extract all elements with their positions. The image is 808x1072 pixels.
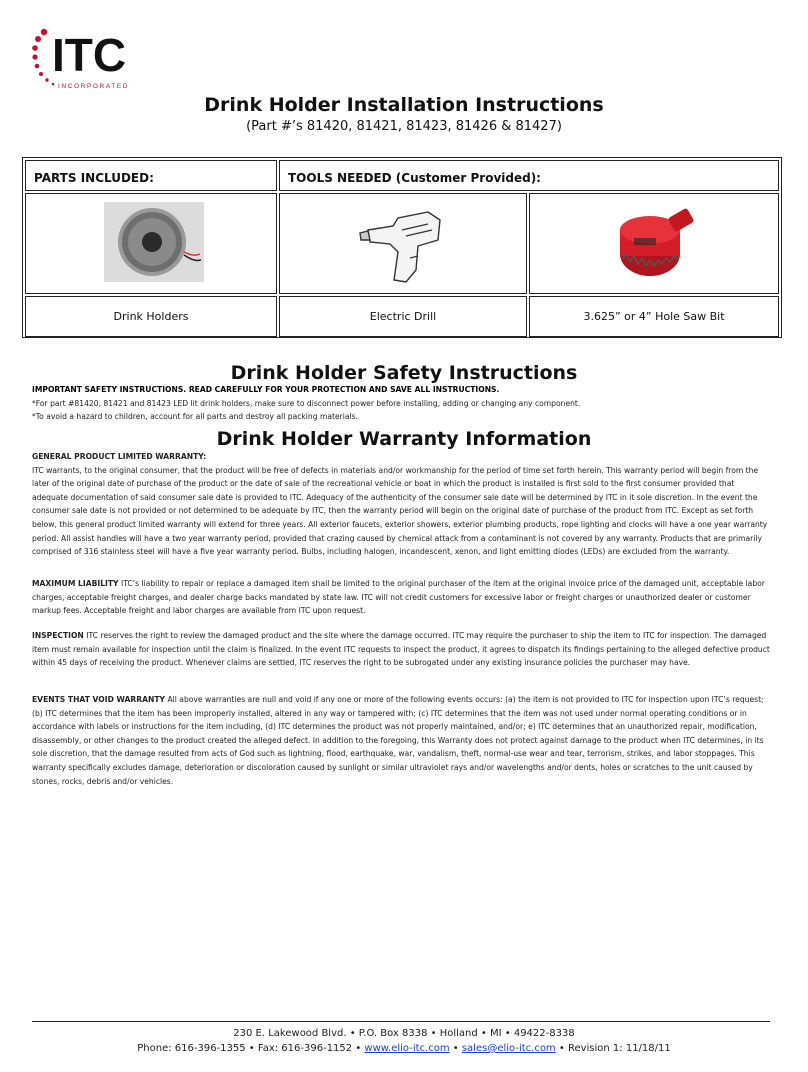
safety-line-2: *To avoid a hazard to children, account for all parts and destroy all packing materials. [32, 412, 359, 422]
safety-line-1: *For part #81420, 81421 and 81423 LED lit drink holders, make sure to disconnect power before installing, adding or changing any component. [32, 398, 581, 408]
max-liability-heading: MAXIMUM LIABILITY [32, 579, 119, 588]
itc-logo [30, 24, 140, 96]
void-warranty [32, 693, 772, 788]
parts-tools-table [22, 157, 782, 338]
max-liability-text: ITC’s liability to repair or replace a damaged item shall be limited to the original purchaser of the item at the original invoice price of the damaged unit, acceptable labor charges, acceptable freight charges, and dealer charge backs mandated by state law. ITC will not credit customers for excessive labor or freight charges or unauthorized dealer or customer markup fees. Acceptable freight and labor charges are available from ITC upon request. [32, 579, 765, 616]
void-warranty-heading: EVENTS THAT VOID WARRANTY [32, 695, 166, 704]
electric-drill-drawing [358, 200, 448, 288]
inspection-text: ITC reserves the right to review the damaged product and the site where the damage occurred. ITC may require the purchaser to ship the item to ITC for inspection. The damaged item must remain available for inspection until the claim is finalized. In the event ITC requests to inspect the product, it agrees to dispatch its findings pertaining to the alleged defective product within 45 days of receiving the product. Whenever claims are settled, ITC reserves the right to be subrogated under any existing insurance policies the purchaser may have. [32, 631, 770, 668]
email-link[interactable]: sales@elio-itc.com [461, 1043, 556, 1054]
part-numbers: (Part #’s 81420, 81421, 81423, 81426 & 81427) [246, 119, 562, 134]
logo-wordmark: ITC [52, 29, 127, 81]
website-link[interactable]: www.elio-itc.com [364, 1043, 450, 1054]
general-warranty [32, 450, 772, 559]
footer-revision: • Revision 1: 11/18/11 [558, 1043, 671, 1054]
safety-important: IMPORTANT SAFETY INSTRUCTIONS. READ CAREFULLY FOR YOUR PROTECTION AND SAVE ALL INSTRUCTIONS. [32, 385, 500, 394]
general-warranty-heading: GENERAL PRODUCT LIMITED WARRANTY: [32, 452, 207, 461]
void-warranty-text: All above warranties are null and void if any one or more of the following events occurs: (a) the item is not provided to ITC for inspection upon ITC’s request; (b) ITC determines that the item has been improperly installed, altered in any way or tampered with; (c) ITC determines that the item was not used under normal operating conditions or in accordance with labels or instructions for the item including, (d) ITC determines the product was not properly maintained, and/or; e) ITC determines that an unauthorized repair, modification, disassembly, or other changes to the product created the alleged defect. In addition to the foregoing, this Warranty does not protect against damage to the product when ITC determines, in its sole discretion, that the damage resulted from acts of God such as lightning, flood, earthquake, war, vandalism, theft, normal-use wear and tear, terrorism, strikes, and labor stoppages. This warranty specifically excludes damage, deterioration or discoloration caused by sunlight or similar ultraviolet rays and/or wavelengths and/or dents, holes or scratches to the unit caused by stones, rocks, debris and/or vehicles. [32, 695, 764, 786]
max-liability [32, 577, 772, 618]
parts-included-header: PARTS INCLUDED: [25, 160, 277, 191]
page-title: Drink Holder Installation Instructions [204, 94, 604, 116]
electric-drill-label: Electric Drill [279, 296, 527, 337]
footer-divider [32, 1021, 770, 1022]
footer-phone: Phone: 616-396-1355 • Fax: 616-396-1152 • [137, 1043, 362, 1054]
safety-block [32, 383, 772, 424]
drink-holder-image-cell [25, 193, 277, 294]
footer-contact [0, 1043, 808, 1054]
drink-holders-label: Drink Holders [25, 296, 277, 337]
inspection-heading: INSPECTION [32, 631, 84, 640]
hole-saw-image-cell [529, 193, 779, 294]
safety-title: Drink Holder Safety Instructions [230, 362, 578, 384]
footer-address: 230 E. Lakewood Blvd. • P.O. Box 8338 • Holland • MI • 49422-8338 [233, 1028, 575, 1039]
general-warranty-text: ITC warrants, to the original consumer, that the product will be free of defects in materials and/or workmanship for the period of time set forth herein. This warranty period will begin from the later of the original date of purchase of the product or the date of sale of the recreational vehicle or boat in which the product is installed is first sold to the first consumer provided that adequate documentation of said consumer sale date is provided to ITC. Adequacy of the authenticity of the consumer sale date will be determined by ITC in it sole discretion. In the event the consumer sale date is not provided or not determined to be adequate by ITC, then the warranty period will begin on the original date of purchase of the product from ITC. Except as set forth below, this general product limited warranty will extend for three years. All exterior faucets, exterior showers, exterior plumbing products, rope lighting and clocks will have a one year warranty period. All assist handles will have a two year warranty period, provided that crazing caused by chemical attack from a contaminant is not covered by any warranty. Products that are primarily comprised of 316 stainless steel will have a five year warranty period. Bulbs, including halogen, incandescent, xenon, and light emitting diodes (LEDs) are excluded from the warranty. [32, 465, 768, 557]
inspection [32, 629, 772, 670]
hole-saw-label: 3.625” or 4” Hole Saw Bit [529, 296, 779, 337]
drink-holder-photo [104, 202, 204, 282]
drill-image-cell [279, 193, 527, 294]
tools-needed-header: TOOLS NEEDED (Customer Provided): [279, 160, 779, 191]
warranty-title: Drink Holder Warranty Information [216, 428, 592, 450]
logo-subtext: INCORPORATED [58, 83, 130, 90]
footer-sep: • [452, 1043, 459, 1054]
hole-saw-bit-photo [612, 202, 702, 286]
